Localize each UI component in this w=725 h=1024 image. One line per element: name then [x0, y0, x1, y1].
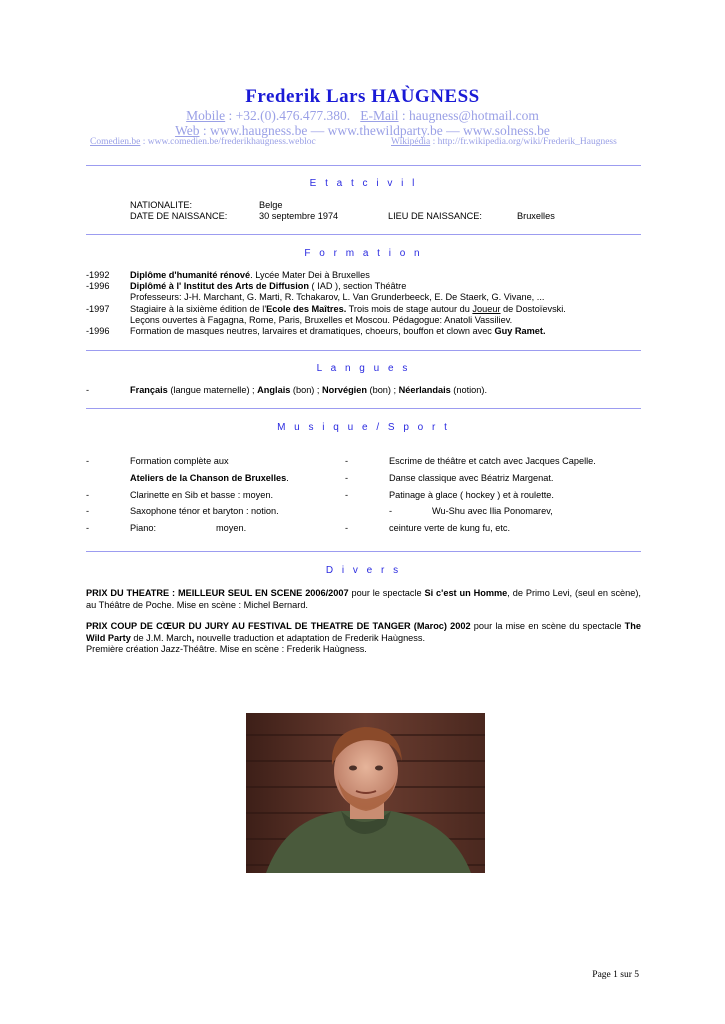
list-dash: - — [86, 385, 90, 395]
list-dash: - — [345, 473, 349, 483]
list-dash: - — [86, 523, 90, 533]
divers-paragraph-2: PRIX COUP DE CŒUR DU JURY AU FESTIVAL DE THEATRE DE TANGER (Maroc) 2002 pour la mise en scène du spectacle The Wild Party de J.M. March, nouvelle traduction et adaptation de Frederik Haùgness. — [86, 621, 641, 643]
section-title-divers: D i v e r s — [325, 565, 402, 576]
list-dash: - — [86, 506, 90, 516]
formation-item: Diplôme d'humanité rénové. Lycée Mater Dei à Bruxelles — [130, 270, 370, 280]
nationalite-value: Belge — [259, 200, 283, 210]
sport-item: Wu-Shu avec Ilia Ponomarev, — [432, 506, 553, 516]
list-dash: - — [389, 506, 393, 516]
comedien-line — [90, 137, 316, 147]
formation-year: -1992 — [86, 270, 110, 280]
contact-mobile-email-line — [0, 108, 725, 124]
section-title-langues: L a n g u e s — [316, 363, 411, 374]
formation-year: -1996 — [86, 281, 110, 291]
section-title-musique-sport: M u s i q u e / S p o r t — [277, 422, 450, 433]
web-value: : www.haugness.be — www.thewildparty.be — www.solness.be — [199, 123, 550, 138]
lieu-label: LIEU DE NAISSANCE: — [388, 211, 482, 221]
wikipedia-line — [391, 137, 617, 147]
email-value: : haugness@hotmail.com — [398, 108, 539, 123]
musique-item: Piano: — [130, 523, 157, 533]
musique-item-level: moyen. — [216, 523, 247, 533]
sport-item: Escrime de théâtre et catch avec Jacques Capelle. — [389, 456, 596, 466]
formation-item: Formation de masques neutres, larvaires et dramatiques, choeurs, bouffon et clown avec Guy Ramet. — [130, 326, 546, 336]
portrait-photo — [246, 713, 485, 873]
web-link[interactable]: Web — [175, 123, 200, 138]
list-dash: - — [86, 490, 90, 500]
langues-line: Français (langue maternelle) ; Anglais (bon) ; Norvégien (bon) ; Néerlandais (notion). — [130, 385, 487, 395]
musique-item: Ateliers de la Chanson de Bruxelles. — [130, 473, 289, 483]
musique-item: Saxophone ténor et baryton : notion. — [130, 506, 279, 516]
naissance-value: 30 septembre 1974 — [259, 211, 339, 221]
formation-item: Professeurs: J-H. Marchant, G. Marti, R. Tchakarov, L. Van Grunderbeeck, E. De Staerk, G. Vivane, ... — [130, 292, 545, 302]
email-link[interactable]: E-Mail — [360, 108, 399, 123]
formation-year: -1997 — [86, 304, 110, 314]
list-dash: - — [345, 523, 349, 533]
musique-item: Clarinette en Sib et basse : moyen. — [130, 490, 273, 500]
musique-item: Formation complète aux — [130, 456, 229, 466]
formation-year: -1996 — [86, 326, 110, 336]
list-dash: - — [345, 490, 349, 500]
divider — [86, 234, 641, 235]
sport-item: ceinture verte de kung fu, etc. — [389, 523, 511, 533]
formation-item: Leçons ouvertes à Fagagna, Rome, Paris, Bruxelles et Moscou. Pédagogue: Anatoli Vassiliev. — [130, 315, 513, 325]
section-title-formation: F o r m a t i o n — [304, 248, 423, 259]
formation-item: Diplômé à l' Institut des Arts de Diffusion ( IAD ), section Théâtre — [130, 281, 407, 291]
list-dash: - — [345, 456, 349, 466]
resume-name: Frederik Lars HAÙGNESS — [245, 86, 480, 107]
portrait-illustration — [246, 713, 485, 873]
nationalite-label: NATIONALITE: — [130, 200, 193, 210]
divider — [86, 408, 641, 409]
divers-paragraph-3: Première création Jazz-Théâtre. Mise en scène : Frederik Haùgness. — [86, 644, 367, 654]
comedien-value: : www.comedien.be/frederikhaugness.webloc — [140, 137, 316, 147]
list-dash: - — [86, 456, 90, 466]
formation-item: Stagiaire à la sixième édition de l'Ecole des Maîtres. Trois mois de stage autour du Joueur de Dostoïevski. — [130, 304, 566, 314]
wikipedia-value: : http://fr.wikipedia.org/wiki/Frederik_Haugness — [430, 137, 617, 147]
divider — [86, 165, 641, 166]
lieu-value: Bruxelles — [517, 211, 555, 221]
naissance-label: DATE DE NAISSANCE: — [130, 211, 228, 221]
wikipedia-link[interactable]: Wikipédia — [391, 137, 431, 147]
page-number: Page 1 sur 5 — [592, 970, 639, 980]
sport-item: Patinage à glace ( hockey ) et à roulette. — [389, 490, 554, 500]
divider — [86, 350, 641, 351]
divers-paragraph-1: PRIX DU THEATRE : MEILLEUR SEUL EN SCENE 2006/2007 pour le spectacle Si c'est un Homme, de Primo Levi, (seul en scène), au Théâtre de Poche. Mise en scène : Michel Bernard. — [86, 588, 641, 610]
mobile-value: : +32.(0).476.477.380. — [225, 108, 351, 123]
divider — [86, 551, 641, 552]
section-title-etat-civil: E t a t c i v i l — [309, 178, 418, 189]
mobile-label: Mobile — [186, 108, 226, 123]
sport-item: Danse classique avec Béatriz Margenat. — [389, 473, 554, 483]
comedien-link[interactable]: Comedien.be — [90, 137, 141, 147]
